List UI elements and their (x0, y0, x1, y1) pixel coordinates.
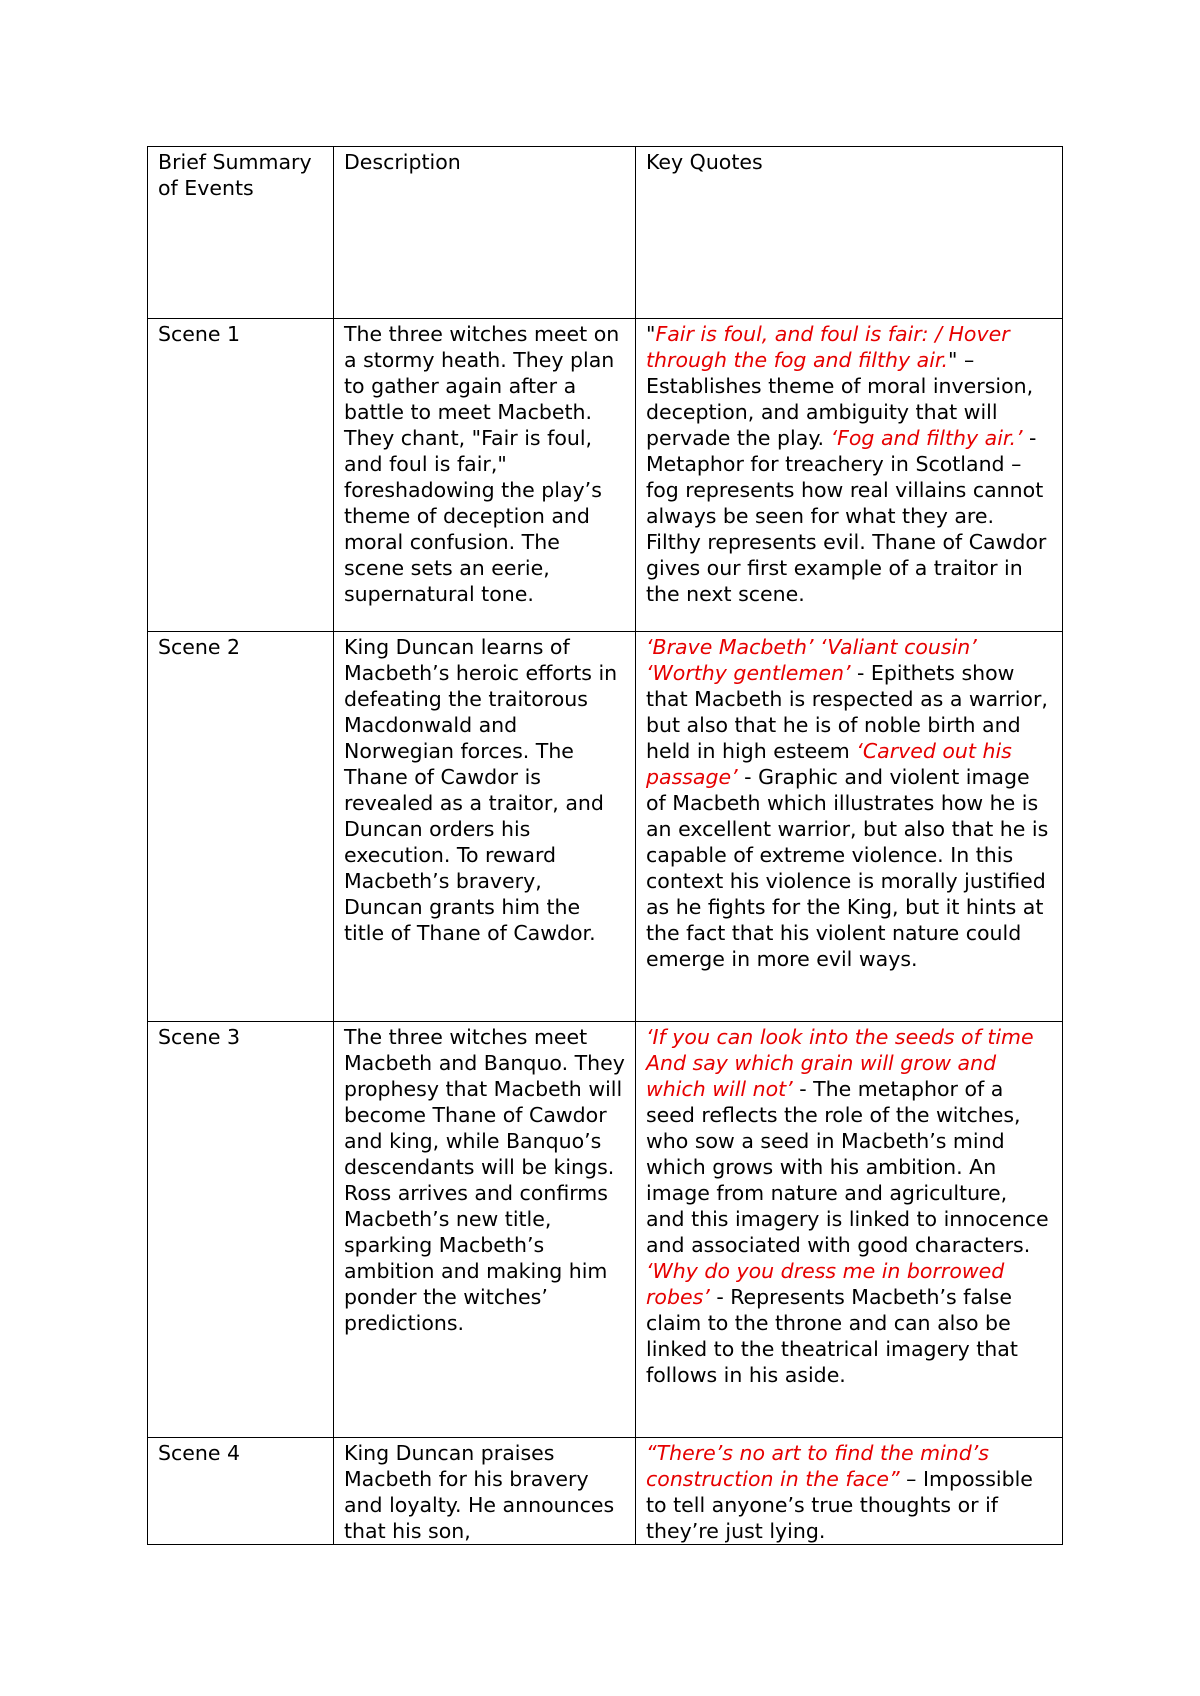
quote-analysis: - Metaphor for treachery in Scotland – fog represents how real villains cannot always be seen for what they are. Filthy represents evil. Thane of Cawdor gives our first example of a traitor in the next scene. (646, 426, 1047, 606)
quote-analysis: - Graphic and violent image of Macbeth which illustrates how he is an excellent warrior, but also that he is capable of extreme violence. In this context his violence is morally justified as he fights for the King, but it hints at the fact that his violent nature could emerge in more evil ways. (646, 765, 1049, 971)
quote-analysis: – Impossible to tell anyone’s true thoughts or if they’re just lying. (646, 1467, 1033, 1543)
quote-analysis: - Represents Macbeth’s false claim to the throne and can also be linked to the theatrical imagery that follows in his aside. (646, 1285, 1018, 1387)
table-row (148, 319, 1063, 632)
quote-text: “There’s no art to find the mind’s construction in the face” (646, 1441, 989, 1491)
quote-analysis: - Epithets show that Macbeth is respected as a warrior, but also that he is of noble birth and held in high esteem (646, 661, 1048, 763)
events-table (147, 146, 1063, 1545)
header-brief-summary: Brief Summary of Events (148, 147, 334, 319)
description-cell: King Duncan praises Macbeth for his bravery and loyalty. He announces that his son, (334, 1438, 636, 1545)
description-cell: The three witches meet on a stormy heath. They plan to gather again after a battle to meet Macbeth. They chant, "Fair is foul, and foul is fair," foreshadowing the play’s theme of deception and moral confusion. The scene sets an eerie, supernatural tone. (334, 319, 636, 632)
table-row (148, 632, 1063, 1022)
quote-text: ‘Why do you dress me in borrowed robes’ (646, 1259, 1005, 1309)
quote-text: ‘Brave Macbeth’ ‘Valiant cousin’ ‘Worthy gentlemen’ (646, 635, 977, 685)
quote-text: ‘Fog and filthy air.’ (830, 426, 1023, 450)
scene-cell: Scene 3 (148, 1022, 334, 1438)
quote-text: Fair is foul, and foul is fair: / Hover through the fog and filthy air. (646, 322, 1010, 372)
scene-cell: Scene 4 (148, 1438, 334, 1545)
quote-text: ‘Carved out his passage’ (646, 739, 1012, 789)
header-description: Description (334, 147, 636, 319)
quote-text: And say which grain will grow and which will not’ (646, 1051, 997, 1101)
scene-cell: Scene 1 (148, 319, 334, 632)
quote-analysis: " (646, 322, 656, 346)
table-row (148, 1438, 1063, 1545)
quotes-cell (636, 1438, 1063, 1545)
quotes-cell (636, 1022, 1063, 1438)
scene-cell: Scene 2 (148, 632, 334, 1022)
quote-analysis: " – Establishes theme of moral inversion, deception, and ambiguity that will pervade the play. (646, 348, 1034, 450)
table-header-row (148, 147, 1063, 319)
quote-text: ‘If you can look into the seeds of time (646, 1025, 1034, 1049)
quote-analysis: - The metaphor of a seed reflects the role of the witches, who sow a seed in Macbeth’s mind which grows with his ambition. An image from nature and agriculture, and this imagery is linked to innocence and associated with good characters. (646, 1077, 1049, 1257)
table-row (148, 1022, 1063, 1438)
header-key-quotes: Key Quotes (636, 147, 1063, 319)
description-cell: The three witches meet Macbeth and Banquo. They prophesy that Macbeth will become Thane of Cawdor and king, while Banquo’s descendants will be kings. Ross arrives and confirms Macbeth’s new title, sparking Macbeth’s ambition and making him ponder the witches’ predictions. (334, 1022, 636, 1438)
quotes-cell (636, 632, 1063, 1022)
description-cell: King Duncan learns of Macbeth’s heroic efforts in defeating the traitorous Macdonwald and Norwegian forces. The Thane of Cawdor is revealed as a traitor, and Duncan orders his execution. To reward Macbeth’s bravery, Duncan grants him the title of Thane of Cawdor. (334, 632, 636, 1022)
quotes-cell (636, 319, 1063, 632)
